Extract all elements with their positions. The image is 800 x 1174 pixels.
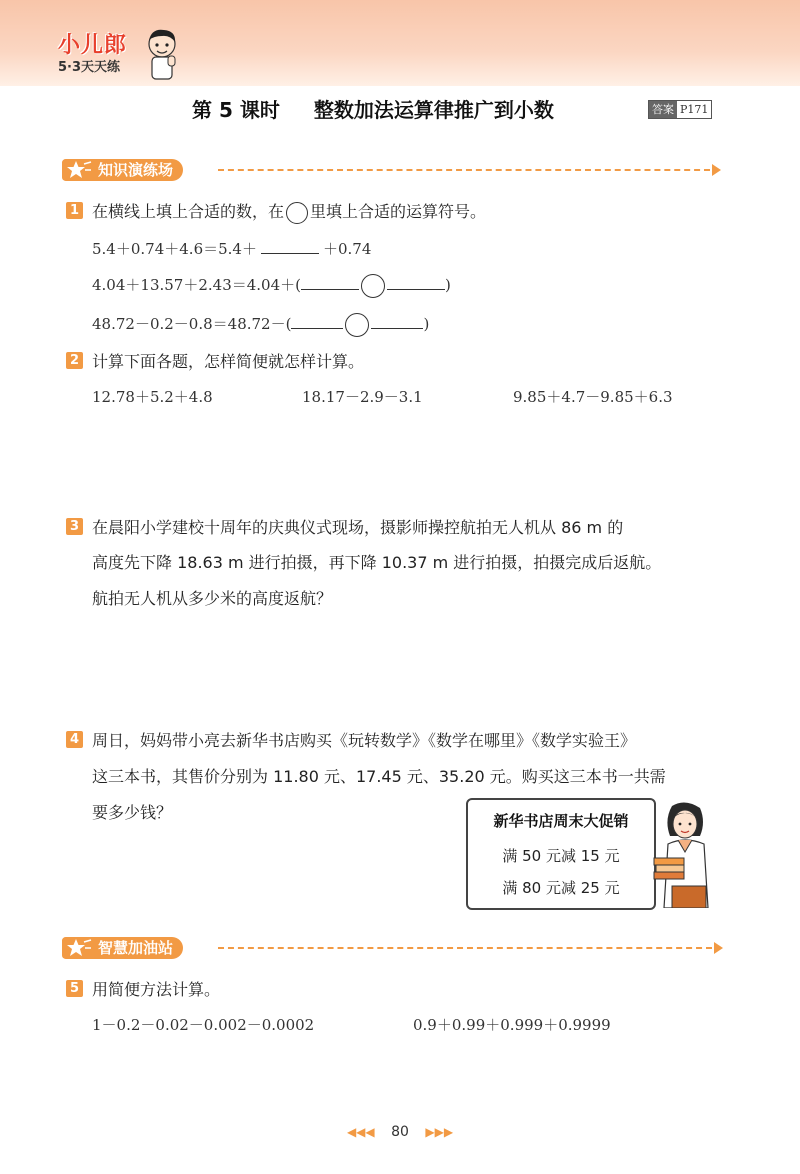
section-header-practice [62,158,183,182]
question-prompt: 用简便方法计算。 [92,980,221,999]
star-icon [66,938,92,958]
question-line: 要多少钱？ [92,803,173,822]
circle-blank[interactable] [286,202,308,224]
answer-page-reference [648,100,712,119]
promotion-rule: 满 80 元减 25 元 [502,879,620,897]
promotion-title: 新华书店周末大促销 [493,812,629,830]
answer-blank[interactable] [291,314,343,329]
equation-text: ＋0.74 [322,240,372,258]
question-line: 高度先下降 18.63 m 进行拍摄，再下降 10.37 m 进行拍摄，拍摄完成后返航。 [92,553,662,572]
answer-blank[interactable] [387,275,445,290]
section-header-challenge [62,936,183,960]
answer-page: P171 [680,103,709,116]
section-title: 智慧加油站 [98,939,174,957]
next-arrows-icon: ▶▶▶ [425,1125,454,1139]
page-footer [330,1124,470,1144]
promotion-rule: 满 50 元减 15 元 [502,847,620,865]
equation-text: ) [445,276,451,294]
expression: 18.17－2.9－3.1 [302,388,423,406]
section-divider [218,947,712,949]
prompt-part: 里填上合适的运算符号。 [310,202,487,221]
equation-text: 5.4＋0.74＋4.6＝5.4＋ [92,240,257,258]
expression: 0.9＋0.99＋0.999＋0.9999 [413,1016,611,1034]
promotion-sign [466,798,656,910]
operator-circle[interactable] [361,274,385,298]
expression: 12.78＋5.2＋4.8 [92,388,213,406]
equation-line [92,238,371,259]
prompt-part: 在横线上填上合适的数，在 [92,202,285,221]
equation-line [92,274,451,298]
logo-subtitle: 5·3天天练 [58,60,121,75]
question-number: 3 [66,518,83,535]
star-icon [66,160,92,180]
question-line: 周日，妈妈带小亮去新华书店购买《玩转数学》《数学在哪里》《数学实验王》 [92,731,637,750]
expression: 9.85＋4.7－9.85＋6.3 [513,388,673,406]
answer-blank[interactable] [301,275,359,290]
arrow-right-icon [714,942,723,954]
operator-circle[interactable] [345,313,369,337]
answer-blank[interactable] [371,314,423,329]
section-badge [62,159,183,181]
lesson-topic: 整数加法运算律推广到小数 [313,98,554,122]
section-divider [218,169,710,171]
page-number: 80 [391,1124,409,1140]
logo-title: 小儿郎 [58,33,128,58]
lesson-number: 第 5 课时 [192,98,280,122]
question-prompt [92,199,486,224]
equation-line [92,313,429,337]
question-number: 1 [66,202,83,219]
question-number: 5 [66,980,83,997]
equation-text: 4.04＋13.57＋2.43＝4.04＋( [92,276,301,294]
equation-text: 48.72－0.2－0.8＝48.72－( [92,315,292,333]
question-number: 2 [66,352,83,369]
section-badge [62,937,183,959]
section-title: 知识演练场 [98,161,174,179]
lesson-title [192,94,554,123]
question-line: 这三本书，其售价分别为 11.80 元、17.45 元、35.20 元。购买这三本书一共需 [92,767,666,786]
answer-blank[interactable] [261,239,319,254]
equation-text: ) [423,315,430,333]
mascot-boy-icon [140,26,184,82]
answer-label: 答案 [649,101,677,118]
question-number: 4 [66,731,83,748]
question-prompt: 计算下面各题，怎样简便就怎样计算。 [92,352,365,371]
question-line: 在晨阳小学建校十周年的庆典仪式现场，摄影师操控航拍无人机从 86 m 的 [92,518,624,537]
woman-holding-books-icon [650,800,720,908]
expression: 1－0.2－0.02－0.002－0.0002 [92,1016,315,1034]
question-line: 航拍无人机从多少米的高度返航？ [92,589,333,608]
arrow-right-icon [712,164,721,176]
previous-arrows-icon: ◀◀◀ [346,1125,375,1139]
